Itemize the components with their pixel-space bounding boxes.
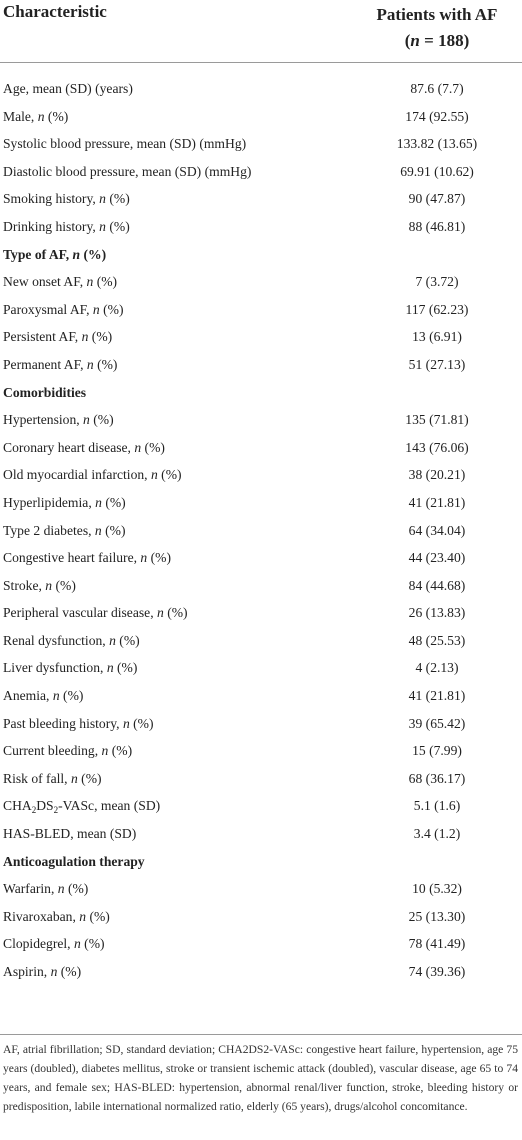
row-label-text: Hyperlipidemia, bbox=[3, 494, 96, 510]
row-label bbox=[3, 765, 102, 793]
row-label-unit: (%) bbox=[101, 494, 126, 510]
table-row bbox=[0, 213, 522, 241]
row-label-n: n bbox=[50, 964, 58, 979]
row-value: 69.91 (10.62) bbox=[400, 163, 474, 179]
row-label-unit: (%) bbox=[52, 577, 76, 593]
row-label-text: Systolic blood pressure, mean (SD) (mmHg) bbox=[3, 136, 247, 152]
row-label bbox=[3, 682, 83, 710]
row-label-unit: (%) bbox=[113, 660, 138, 676]
row-label bbox=[3, 792, 160, 820]
row-label-text: Type 2 diabetes, bbox=[3, 522, 95, 538]
table-row bbox=[0, 268, 522, 296]
row-label-n: n bbox=[52, 688, 60, 704]
table-body bbox=[0, 75, 522, 986]
row-label-n: n bbox=[99, 218, 106, 234]
section-header-row bbox=[0, 848, 522, 876]
row-label-n: n bbox=[86, 356, 94, 372]
row-label-text: HAS-BLED, mean (SD) bbox=[3, 826, 137, 842]
row-value: 13 (6.91) bbox=[412, 329, 462, 345]
row-label-part: DS bbox=[36, 798, 54, 814]
row-label-unit: (%) bbox=[105, 191, 130, 207]
table-row bbox=[0, 682, 522, 710]
row-label bbox=[3, 323, 112, 351]
row-label-n: n bbox=[81, 329, 89, 345]
header-n-symbol: n bbox=[410, 31, 420, 50]
table-row bbox=[0, 296, 522, 324]
row-label bbox=[3, 627, 140, 655]
row-label-n: n bbox=[92, 301, 100, 317]
table-row bbox=[0, 820, 522, 848]
row-label-text: Type of AF, bbox=[3, 246, 73, 262]
row-label-n: n bbox=[150, 467, 158, 483]
row-label-text: Persistent AF, bbox=[3, 329, 82, 345]
row-value: 41 (21.81) bbox=[408, 688, 466, 704]
table-row bbox=[0, 737, 522, 765]
row-label-unit: (%) bbox=[64, 881, 89, 897]
row-label-text: Clopidegrel, bbox=[3, 936, 74, 952]
row-value: 87.6 (7.7) bbox=[410, 81, 464, 96]
row-label-unit: (%) bbox=[157, 467, 182, 483]
row-label-part: 2 bbox=[31, 805, 37, 816]
row-label-unit: (%) bbox=[147, 550, 171, 566]
row-label bbox=[3, 103, 68, 131]
row-value: 143 (76.06) bbox=[405, 439, 469, 455]
row-label bbox=[3, 489, 126, 517]
row-label-n: n bbox=[157, 605, 164, 621]
row-value: 78 (41.49) bbox=[408, 936, 466, 952]
row-label bbox=[3, 296, 124, 324]
row-label-unit: (%) bbox=[89, 412, 114, 428]
row-label-text: Paroxysmal AF, bbox=[3, 301, 93, 317]
row-value: 90 (47.87) bbox=[408, 191, 466, 207]
row-label bbox=[3, 903, 110, 931]
row-label-n: n bbox=[94, 522, 102, 538]
row-label bbox=[3, 930, 105, 958]
row-label-n: n bbox=[95, 494, 102, 510]
row-label-text: Congestive heart failure, bbox=[3, 550, 141, 566]
row-label-n: n bbox=[140, 550, 148, 566]
table-row bbox=[0, 103, 522, 131]
row-label-n: n bbox=[83, 412, 90, 428]
row-label-unit: (%) bbox=[93, 274, 118, 290]
table-row bbox=[0, 351, 522, 379]
row-value: 15 (7.99) bbox=[412, 743, 462, 759]
row-value: 38 (20.21) bbox=[408, 467, 466, 483]
row-label-unit: (%) bbox=[93, 356, 118, 372]
row-label-text: Risk of fall, bbox=[3, 770, 71, 786]
row-label-n: n bbox=[37, 108, 45, 124]
header-group-n: (n = 188) bbox=[404, 31, 470, 50]
row-label bbox=[3, 434, 165, 462]
row-label-unit: (%) bbox=[77, 770, 102, 786]
table-row bbox=[0, 903, 522, 931]
row-label-n: n bbox=[73, 936, 81, 952]
table-row bbox=[0, 517, 522, 545]
row-label-n: n bbox=[72, 246, 81, 262]
row-label-text: Diastolic blood pressure, mean (SD) (mmHg) bbox=[3, 163, 252, 179]
row-label bbox=[3, 213, 130, 241]
table-row bbox=[0, 130, 522, 158]
row-label-text: Permanent AF, bbox=[3, 356, 87, 372]
row-label bbox=[3, 75, 133, 103]
row-value: 68 (36.17) bbox=[408, 770, 466, 786]
row-label bbox=[3, 820, 136, 848]
row-label-text: Past bleeding history, bbox=[3, 715, 123, 731]
row-value: 135 (71.81) bbox=[405, 412, 469, 428]
row-label-text: Current bleeding, bbox=[3, 743, 102, 759]
row-value: 88 (46.81) bbox=[408, 218, 466, 234]
row-value: 7 (3.72) bbox=[415, 274, 459, 290]
table-row bbox=[0, 75, 522, 103]
section-header-row bbox=[0, 241, 522, 269]
row-label bbox=[3, 654, 137, 682]
row-label bbox=[3, 351, 117, 379]
row-label-unit: (%) bbox=[99, 301, 124, 317]
row-value: 39 (65.42) bbox=[408, 715, 466, 731]
row-label bbox=[3, 875, 88, 903]
table-row bbox=[0, 323, 522, 351]
row-label-text: Smoking history, bbox=[3, 191, 100, 207]
row-label bbox=[3, 958, 81, 986]
row-value: 117 (62.23) bbox=[405, 301, 469, 317]
table-row bbox=[0, 765, 522, 793]
row-label-unit: (%) bbox=[105, 218, 130, 234]
row-label-text: Liver dysfunction, bbox=[3, 660, 107, 676]
row-label-unit: (%) bbox=[86, 908, 110, 924]
row-label-unit: (%) bbox=[129, 715, 154, 731]
row-label-n: n bbox=[57, 881, 65, 897]
row-value: 133.82 (13.65) bbox=[396, 136, 478, 152]
table-footnote: AF, atrial fibrillation; SD, standard deviation; CHA2DS2-VASc: congestive heart failure, hypertension, age 75 years (doubled), diabetes mellitus, stroke or transient ischemic attack (doubled), vascular disease, age 65 to 74 years, and female sex; HAS-BLED: hypertension, abnormal renal/liver function, stroke, bleeding history or predisposition, labile international normalized ratio, elderly (65 years), drugs/alcohol concomitance. bbox=[3, 1043, 518, 1113]
header-patients-with-af bbox=[352, 2, 522, 54]
row-label-text: Old myocardial infarction, bbox=[3, 467, 151, 483]
row-label-text: Peripheral vascular disease, bbox=[3, 605, 157, 621]
row-label bbox=[3, 241, 106, 269]
row-label-n: n bbox=[109, 632, 116, 648]
header-group-title: Patients with AF bbox=[376, 5, 498, 24]
table-row bbox=[0, 930, 522, 958]
row-label-n: n bbox=[134, 439, 142, 455]
row-label bbox=[3, 185, 130, 213]
row-value: 64 (34.04) bbox=[408, 522, 466, 538]
table-row bbox=[0, 434, 522, 462]
row-label-text: Drinking history, bbox=[3, 218, 100, 234]
row-label bbox=[3, 379, 86, 407]
table-row bbox=[0, 875, 522, 903]
table-row bbox=[0, 544, 522, 572]
row-value: 3.4 (1.2) bbox=[413, 826, 461, 842]
table-row bbox=[0, 599, 522, 627]
row-value: 41 (21.81) bbox=[408, 494, 466, 510]
table-row bbox=[0, 185, 522, 213]
row-label-unit: (%) bbox=[88, 329, 113, 345]
row-label-n: n bbox=[45, 577, 53, 593]
table-row bbox=[0, 710, 522, 738]
table-row bbox=[0, 406, 522, 434]
row-label-n: n bbox=[106, 660, 114, 676]
row-value: 51 (27.13) bbox=[408, 356, 466, 372]
table-row bbox=[0, 158, 522, 186]
table-row bbox=[0, 792, 522, 820]
row-label-part: 2 bbox=[53, 805, 59, 816]
row-label bbox=[3, 268, 117, 296]
row-label-text: Comorbidities bbox=[3, 384, 87, 400]
table-row bbox=[0, 654, 522, 682]
row-label-unit: (%) bbox=[141, 439, 165, 455]
row-value: 48 (25.53) bbox=[408, 632, 466, 648]
row-label-text: Anticoagulation therapy bbox=[3, 853, 145, 869]
table-header bbox=[0, 0, 522, 63]
header-characteristic: Characteristic bbox=[3, 2, 107, 21]
row-label-unit: (%) bbox=[115, 632, 140, 648]
row-label-text: Rivaroxaban, bbox=[3, 908, 80, 924]
row-label-n: n bbox=[101, 743, 109, 759]
row-label-n: n bbox=[86, 274, 94, 290]
row-label bbox=[3, 461, 182, 489]
section-header-row bbox=[0, 379, 522, 407]
row-value: 74 (39.36) bbox=[408, 964, 466, 979]
row-label-n: n bbox=[122, 715, 130, 731]
row-label bbox=[3, 158, 251, 186]
row-label-text: Hypertension, bbox=[3, 412, 84, 428]
row-value: 10 (5.32) bbox=[412, 881, 462, 897]
row-value: 174 (92.55) bbox=[405, 108, 469, 124]
row-label-text: Age, mean (SD) (years) bbox=[3, 81, 133, 96]
row-label bbox=[3, 130, 246, 158]
row-label-unit: (%) bbox=[59, 688, 84, 704]
row-label bbox=[3, 737, 132, 765]
row-label-text: Anemia, bbox=[3, 688, 53, 704]
row-label bbox=[3, 599, 188, 627]
row-label bbox=[3, 406, 114, 434]
row-label-part: CHA bbox=[3, 798, 32, 814]
table-row bbox=[0, 627, 522, 655]
row-label-n: n bbox=[70, 770, 78, 786]
table-row bbox=[0, 489, 522, 517]
row-value: 84 (44.68) bbox=[408, 577, 466, 593]
row-label-text: Renal dysfunction, bbox=[3, 632, 110, 648]
row-label bbox=[3, 572, 76, 600]
row-label bbox=[3, 710, 154, 738]
row-label bbox=[3, 544, 171, 572]
row-label-text: Stroke, bbox=[3, 577, 46, 593]
row-label-n: n bbox=[99, 191, 106, 207]
row-label-unit: (%) bbox=[108, 743, 133, 759]
row-value: 26 (13.83) bbox=[408, 605, 466, 621]
row-label-part: -VASc, mean (SD) bbox=[58, 798, 161, 814]
row-label-text: Aspirin, bbox=[3, 964, 51, 979]
row-label-text: New onset AF, bbox=[3, 274, 87, 290]
table-bottom-rule bbox=[0, 1034, 522, 1035]
row-label bbox=[3, 848, 145, 876]
row-label bbox=[3, 517, 126, 545]
row-label-unit: (%) bbox=[57, 964, 82, 979]
row-value: 44 (23.40) bbox=[408, 550, 466, 566]
table-row bbox=[0, 958, 522, 986]
row-value: 5.1 (1.6) bbox=[413, 798, 461, 814]
row-value: 25 (13.30) bbox=[408, 908, 466, 924]
row-label-n: n bbox=[79, 908, 87, 924]
row-label-text: Coronary heart disease, bbox=[3, 439, 135, 455]
row-label-unit: (%) bbox=[80, 246, 107, 262]
header-n-value: = 188 bbox=[419, 31, 464, 50]
row-label-unit: (%) bbox=[44, 108, 69, 124]
row-value: 4 (2.13) bbox=[415, 660, 459, 676]
row-label-text: Warfarin, bbox=[3, 881, 58, 897]
row-label-text: Male, bbox=[3, 108, 38, 124]
row-label-unit: (%) bbox=[101, 522, 126, 538]
table-row bbox=[0, 461, 522, 489]
row-label-unit: (%) bbox=[163, 605, 188, 621]
table-row bbox=[0, 572, 522, 600]
row-label-unit: (%) bbox=[80, 936, 105, 952]
